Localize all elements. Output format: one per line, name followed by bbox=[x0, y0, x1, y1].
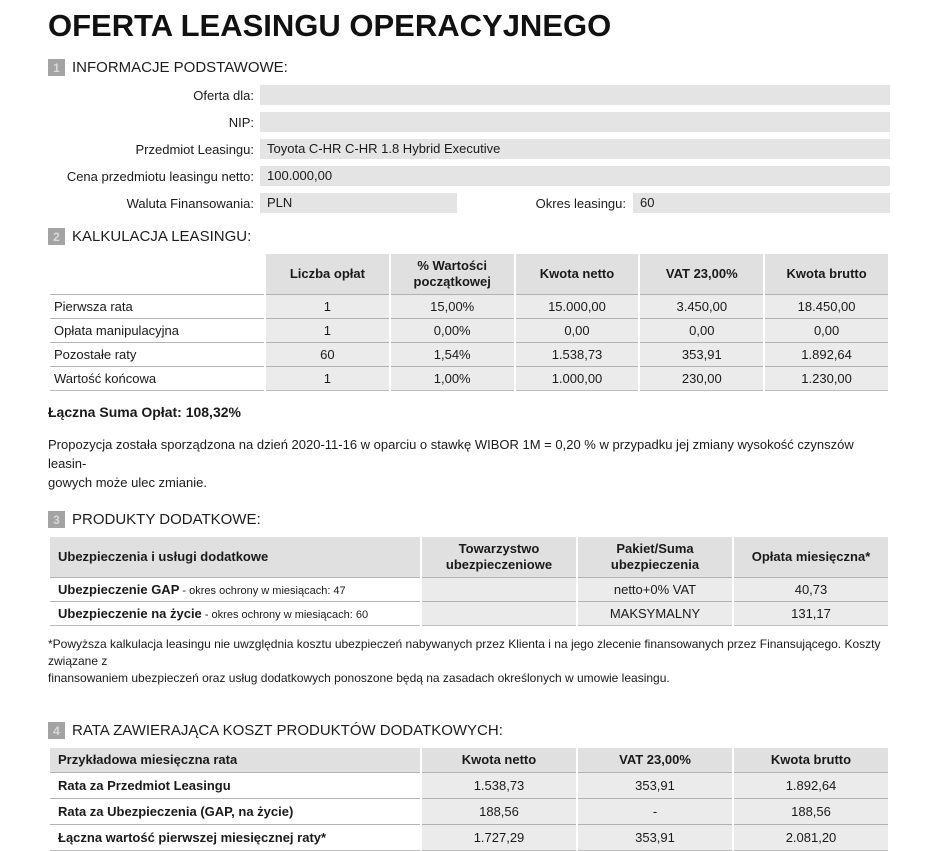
wibor-note-line2: gowych może ulec zmianie. bbox=[48, 475, 207, 490]
insurance-footnote-line1: *Powyższa kalkulacja leasingu nie uwzględnia kosztu ubezpieczeń nabywanych przez Klienta i na jego zlecenie finansowanych przez Finansującego. Koszty związane z bbox=[48, 637, 881, 668]
section-1-header bbox=[48, 59, 890, 76]
produkty-header-pakiet: Pakiet/Suma ubezpieczenia bbox=[578, 537, 732, 577]
row-label-cell: Rata za Ubezpieczenia (GAP, na życie) bbox=[50, 798, 420, 824]
wibor-note-line1: Propozycja została sporządzona na dzień 2020-11-16 w oparciu o stawkę WIBOR 1M = 0,20 % w przypadku jej zmiany wysokość czynszów leasin- bbox=[48, 437, 854, 471]
waluta-finansowania-label: Waluta Finansowania: bbox=[126, 195, 254, 211]
table-cell: 0,00 bbox=[516, 318, 639, 342]
total-sum-line: Łączna Suma Opłat: 108,32% bbox=[48, 404, 241, 420]
section-2-heading: KALKULACJA LEASINGU: bbox=[72, 228, 252, 245]
row-label-cell: Rata za Przedmiot Leasingu bbox=[50, 772, 420, 798]
table-cell: 1,00% bbox=[391, 366, 514, 391]
przedmiot-leasingu-label: Przedmiot Leasingu: bbox=[135, 141, 254, 157]
form-row-nip bbox=[48, 112, 890, 132]
rata-header-kwota-brutto: Kwota brutto bbox=[734, 748, 888, 772]
table-cell: 0,00 bbox=[640, 318, 763, 342]
okres-leasingu-label: Okres leasingu: bbox=[535, 195, 626, 211]
table-cell: 1 bbox=[266, 318, 389, 342]
section-4-header bbox=[48, 722, 890, 739]
table-row-oplata-manipulacyjna bbox=[50, 318, 888, 342]
table-cell: 131,17 bbox=[734, 601, 888, 626]
table-cell: 15.000,00 bbox=[516, 294, 639, 318]
table-cell: MAKSYMALNY bbox=[578, 601, 732, 626]
table-row-rata-ubezpieczenia bbox=[50, 798, 888, 824]
kalkulacja-header-procent-wartosci: % Wartości początkowej bbox=[391, 254, 514, 294]
table-cell: 1.538,73 bbox=[422, 772, 576, 798]
nip-label: NIP: bbox=[228, 114, 254, 130]
section-4-number-badge: 4 bbox=[48, 722, 65, 739]
table-cell: 40,73 bbox=[734, 577, 888, 601]
kalkulacja-header-row bbox=[50, 254, 888, 294]
section-4-heading: RATA ZAWIERAJĄCA KOSZT PRODUKTÓW DODATKOWYCH: bbox=[72, 722, 503, 739]
rata-miesieczna-table bbox=[48, 748, 890, 851]
insurance-name: Ubezpieczenie GAP bbox=[58, 582, 180, 597]
przedmiot-leasingu-field[interactable]: Toyota C-HR C-HR 1.8 Hybrid Executive bbox=[260, 139, 890, 159]
table-cell: 18.450,00 bbox=[765, 294, 888, 318]
rata-header-vat: VAT 23,00% bbox=[578, 748, 732, 772]
insurance-footnote-line2: finansowaniem ubezpieczeń oraz usług dodatkowych ponoszone będą na zasadach określonych w umowie leasingu. bbox=[48, 671, 670, 685]
table-cell: 353,91 bbox=[640, 342, 763, 366]
produkty-header-towarzystwo: Towarzystwo ubezpieczeniowe bbox=[422, 537, 576, 577]
oferta-dla-label: Oferta dla: bbox=[193, 87, 254, 103]
table-cell: 15,00% bbox=[391, 294, 514, 318]
produkty-header-ubezpieczenia: Ubezpieczenia i usługi dodatkowe bbox=[50, 537, 420, 577]
produkty-dodatkowe-table bbox=[48, 537, 890, 626]
table-row-pierwsza-rata bbox=[50, 294, 888, 318]
table-cell: 1,54% bbox=[391, 342, 514, 366]
table-cell: 0,00% bbox=[391, 318, 514, 342]
section-2-number-badge: 2 bbox=[48, 228, 65, 245]
table-cell: netto+0% VAT bbox=[578, 577, 732, 601]
section-3-number-badge: 3 bbox=[48, 511, 65, 528]
table-cell: 1.727,29 bbox=[422, 824, 576, 851]
waluta-finansowania-field[interactable]: PLN bbox=[260, 193, 457, 213]
insurance-detail: - okres ochrony w miesiącach: 60 bbox=[201, 609, 369, 621]
table-row-laczna-wartosc bbox=[50, 824, 888, 851]
okres-leasingu-field[interactable]: 60 bbox=[633, 193, 890, 213]
rata-header-row bbox=[50, 748, 888, 772]
table-cell: 0,00 bbox=[765, 318, 888, 342]
table-cell: 1.000,00 bbox=[516, 366, 639, 391]
table-cell: 230,00 bbox=[640, 366, 763, 391]
insurance-footnote bbox=[48, 636, 890, 687]
table-row-ubezpieczenie-na-zycie bbox=[50, 601, 888, 626]
row-label-cell: Łączna wartość pierwszej miesięcznej raty* bbox=[50, 824, 420, 851]
form-row-przedmiot-leasingu bbox=[48, 139, 890, 159]
table-cell: - bbox=[578, 798, 732, 824]
kalkulacja-header-vat: VAT 23,00% bbox=[640, 254, 763, 294]
table-cell: 353,91 bbox=[578, 772, 732, 798]
section-1-number-badge: 1 bbox=[48, 59, 65, 76]
table-cell: 188,56 bbox=[734, 798, 888, 824]
section-3-heading: PRODUKTY DODATKOWE: bbox=[72, 511, 261, 528]
row-label-cell: Pozostałe raty bbox=[50, 342, 264, 366]
table-cell: 188,56 bbox=[422, 798, 576, 824]
produkty-header-row bbox=[50, 537, 888, 577]
document-title: OFERTA LEASINGU OPERACYJNEGO bbox=[48, 8, 612, 43]
insurance-name: Ubezpieczenie na życie bbox=[58, 606, 202, 621]
kalkulacja-header-liczba-oplat: Liczba opłat bbox=[266, 254, 389, 294]
rata-header-przykladowa: Przykładowa miesięczna rata bbox=[50, 748, 420, 772]
kalkulacja-table bbox=[48, 254, 890, 391]
row-label-cell bbox=[50, 601, 420, 626]
table-row-pozostale-raty bbox=[50, 342, 888, 366]
table-row-wartosc-koncowa bbox=[50, 366, 888, 391]
table-cell: 353,91 bbox=[578, 824, 732, 851]
form-row-waluta-okres bbox=[48, 193, 890, 213]
table-cell: 1 bbox=[266, 366, 389, 391]
table-row-ubezpieczenie-gap bbox=[50, 577, 888, 601]
kalkulacja-header-kwota-netto: Kwota netto bbox=[516, 254, 639, 294]
section-3-header bbox=[48, 511, 890, 528]
wibor-note bbox=[48, 435, 890, 492]
section-1-heading: INFORMACJE PODSTAWOWE: bbox=[72, 59, 288, 76]
row-label-cell: Wartość końcowa bbox=[50, 366, 264, 391]
kalkulacja-header-empty bbox=[50, 254, 264, 294]
table-cell: 60 bbox=[266, 342, 389, 366]
section-2-header bbox=[48, 228, 890, 245]
insurance-detail: - okres ochrony w miesiącach: 47 bbox=[179, 585, 346, 597]
cena-netto-field[interactable]: 100.000,00 bbox=[260, 166, 890, 186]
row-label-cell: Opłata manipulacyjna bbox=[50, 318, 264, 342]
form-row-cena-netto bbox=[48, 166, 890, 186]
cena-netto-label: Cena przedmiotu leasingu netto: bbox=[66, 168, 254, 184]
table-cell: 1 bbox=[266, 294, 389, 318]
oferta-dla-field[interactable] bbox=[260, 85, 890, 105]
table-cell bbox=[422, 601, 576, 626]
produkty-header-oplata: Opłata miesięczna* bbox=[734, 537, 888, 577]
table-cell: 2.081,20 bbox=[734, 824, 888, 851]
rata-header-kwota-netto: Kwota netto bbox=[422, 748, 576, 772]
form-row-oferta-dla bbox=[48, 85, 890, 105]
table-cell: 1.538,73 bbox=[516, 342, 639, 366]
table-cell: 1.892,64 bbox=[765, 342, 888, 366]
kalkulacja-header-kwota-brutto: Kwota brutto bbox=[765, 254, 888, 294]
table-cell: 3.450,00 bbox=[640, 294, 763, 318]
row-label-cell bbox=[50, 577, 420, 601]
table-cell: 1.892,64 bbox=[734, 772, 888, 798]
table-cell bbox=[422, 577, 576, 601]
table-cell: 1.230,00 bbox=[765, 366, 888, 391]
nip-field[interactable] bbox=[260, 112, 890, 132]
table-row-rata-przedmiot bbox=[50, 772, 888, 798]
row-label-cell: Pierwsza rata bbox=[50, 294, 264, 318]
